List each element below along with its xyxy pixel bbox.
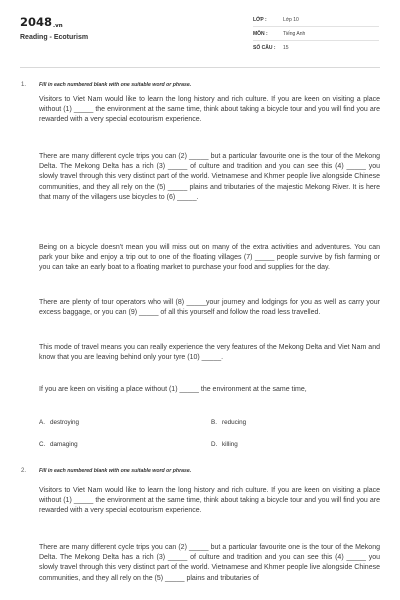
site-logo[interactable] [20, 15, 63, 29]
option-letter: B. [211, 419, 217, 426]
option-letter: A. [39, 419, 45, 426]
passage-paragraph: Visitors to Viet Nam would like to learn the long history and rich culture. If you are keen on visiting a place without (1) _____ the environment at the same time, think about taking a bicycle tour and you will find you are rewarded with a very special ecotourism experience. [39, 96, 380, 124]
option-text: killing [222, 441, 238, 448]
header-divider [20, 67, 380, 68]
question-number: 1. [21, 82, 27, 88]
option-letter: C. [39, 441, 46, 448]
question-instruction: Fill in each numbered blank with one suitable word or phrase. [39, 82, 192, 88]
answer-option-d[interactable] [211, 441, 238, 448]
passage-paragraph: There are plenty of tour operators who will (8) _____your journey and lodgings for you as well as carry your excess baggage, or you can (9) _____ of all this yourself and follow the road less travelled. [39, 299, 380, 317]
option-text: damaging [50, 441, 78, 448]
passage-paragraph: This mode of travel means you can really experience the very features of the Mekong Delta and Viet Nam and know that you are leaving behind only your tyre (10) _____. [39, 344, 380, 362]
meta-grade-value: Lớp 10 [283, 17, 299, 23]
passage-paragraph: There are many different cycle trips you can (2) _____ but a particular favourite one is the tour of the Mekong Delta. The Mekong Delta has a rich (3) _____ of culture and tradition and you can see this (4) _____ you slowly travel through this very distinct part of the world. Vietnamese and Khmer people live alongside Chinese communities, and they all rely on the (5) _____ plains and tributaries of [39, 544, 380, 582]
meta-divider [253, 40, 379, 41]
answer-option-c[interactable] [39, 441, 78, 448]
meta-count-value: 15 [283, 45, 289, 51]
meta-subject-value: Tiếng Anh [283, 31, 306, 37]
option-text: reducing [222, 419, 247, 426]
meta-divider [253, 26, 379, 27]
logo-suffix: .vn [53, 23, 63, 29]
question-instruction: Fill in each numbered blank with one suitable word or phrase. [39, 468, 192, 474]
meta-count-label: SỐ CÂU : [253, 45, 276, 51]
option-letter: D. [211, 441, 218, 448]
passage-paragraph: Being on a bicycle doesn't mean you will miss out on many of the extra activities and adventures. You can park your bike and enjoy a trip out to one of the floating villages (7) _____ people survive by fish farming or you can take an early boat to a floating market to purchase your food and supplies for the day. [39, 244, 380, 272]
answer-option-a[interactable] [39, 419, 79, 426]
meta-subject-label: MÔN : [253, 31, 268, 37]
option-text: destroying [50, 419, 80, 426]
question-number: 2. [21, 468, 27, 474]
passage-paragraph: Visitors to Viet Nam would like to learn the long history and rich culture. If you are keen on visiting a place without (1) _____ the environment at the same time, think about taking a bicycle tour and you will find you are rewarded with a very special ecotourism experience. [39, 487, 380, 515]
answer-option-b[interactable] [211, 419, 246, 426]
passage-paragraph: There are many different cycle trips you can (2) _____ but a particular favourite one is the tour of the Mekong Delta. The Mekong Delta has a rich (3) _____ of culture and tradition and you can see this (4) _____ you slowly travel through this very distinct part of the world. Vietnamese and Khmer people live alongside Chinese communities, and they all rely on the (5) _____ plains and tributaries of the majestic Mekong River. It is here that many of the villagers use bicycles to (6) _____. [39, 153, 380, 201]
meta-grade-label: LỚP : [253, 17, 267, 23]
worksheet-title: Reading - Ecoturism [20, 34, 89, 41]
question-stem: If you are keen on visiting a place without (1) _____ the environment at the same time, [39, 386, 307, 393]
logo-text: 2048 [20, 15, 53, 29]
